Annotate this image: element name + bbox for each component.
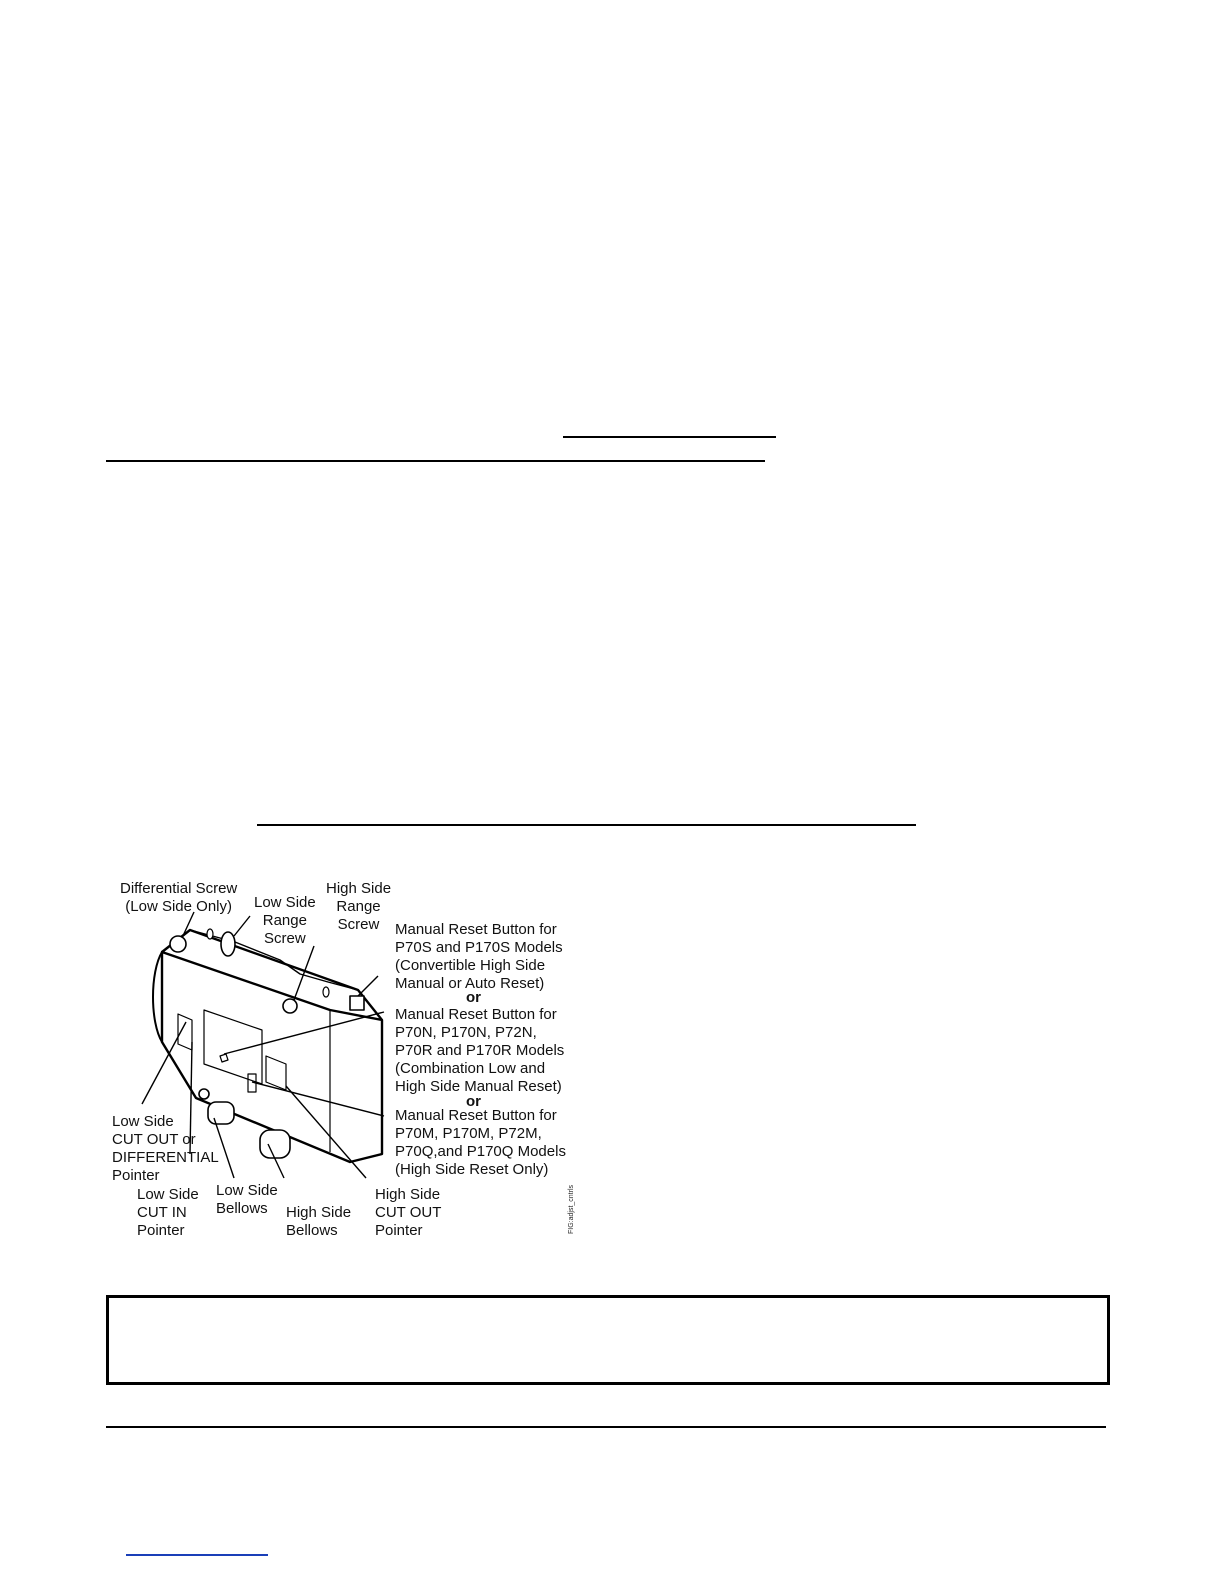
underline-rule-2: [106, 460, 765, 462]
label-or-2: or: [466, 1093, 481, 1110]
underline-rule-1: [563, 436, 776, 438]
label-low-side-bellows: Low Side Bellows: [216, 1182, 278, 1217]
label-low-side-cutout: Low Side CUT OUT or DIFFERENTIAL Pointer: [112, 1113, 219, 1184]
pressure-control-figure: [100, 872, 590, 1240]
label-differential-screw: Differential Screw (Low Side Only): [120, 880, 238, 915]
label-low-side-range-screw: Low Side Range Screw: [254, 894, 316, 947]
label-or-1: or: [466, 989, 481, 1006]
hyperlink-underline[interactable]: [126, 1554, 268, 1556]
underline-rule-3: [257, 824, 916, 826]
label-low-side-cutin: Low Side CUT IN Pointer: [137, 1186, 199, 1239]
figure-code: FIG:adjst_cntrls: [568, 1184, 575, 1234]
label-high-side-range-screw: High Side Range Screw: [326, 880, 392, 933]
label-manual-reset-s: Manual Reset Button for P70S and P170S Models (Convertible High Side Manual or Auto Reset): [395, 921, 563, 992]
footer-rule: [106, 1426, 1106, 1428]
note-box: [106, 1295, 1110, 1385]
label-manual-reset-n: Manual Reset Button for P70N, P170N, P72N, P70R and P170R Models (Combination Low and High Side Manual Reset): [395, 1006, 565, 1095]
label-high-side-cutout: High Side CUT OUT Pointer: [375, 1186, 442, 1239]
label-manual-reset-m: Manual Reset Button for P70M, P170M, P72M, P70Q,and P170Q Models (High Side Reset Only): [395, 1107, 566, 1178]
label-high-side-bellows: High Side Bellows: [286, 1204, 352, 1239]
